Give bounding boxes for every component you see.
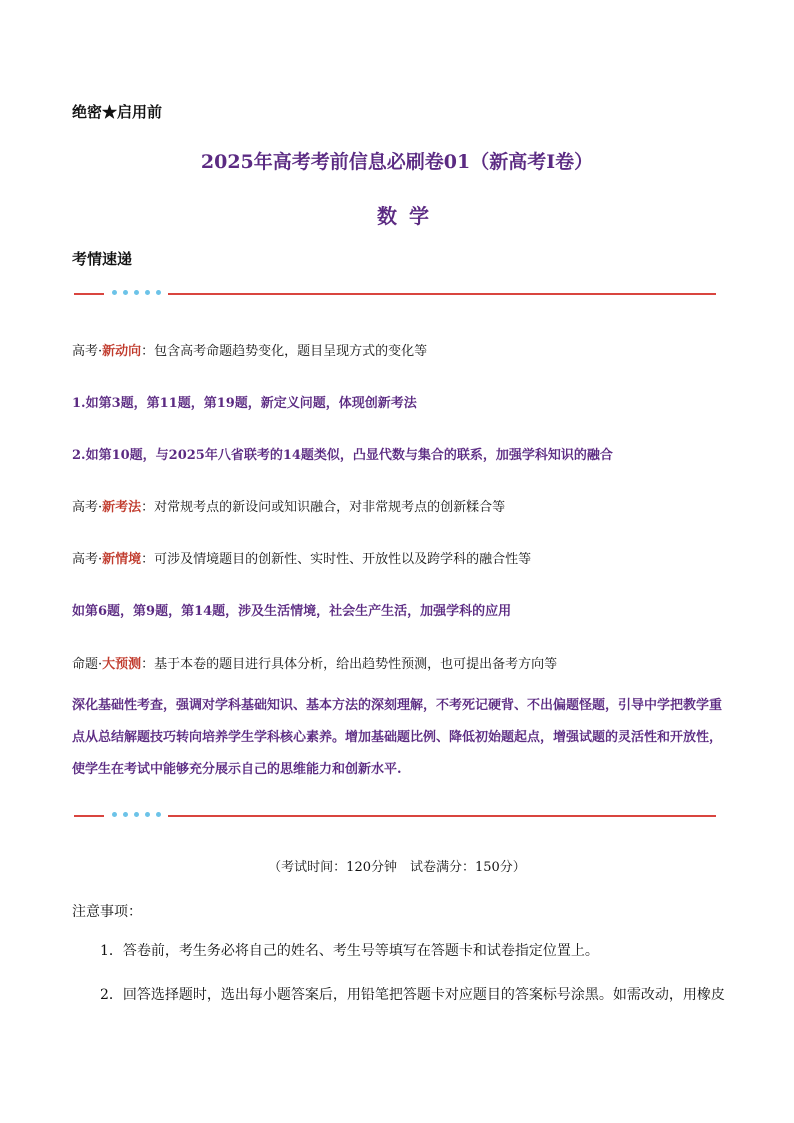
example-row-1: 1.如第3题，第11题，第19题，新定义问题，体现创新考法 [72,396,417,411]
prediction-paragraph: 深化基础性考查，强调对学科基础知识、基本方法的深刻理解，不考死记硬背、不出偏题怪题，引导中学把教学重点从总结解题技巧转向培养学生学科核心素养。增加基础题比例、降低初始题起点，增强试题的灵活性和开放性，使学生在考试中能够充分展示自己的思维能力和创新水平. [72,698,723,777]
example-row-2: 2.如第10题，与2025年八省联考的14题类似，凸显代数与集合的联系，加强学科知识的融合 [72,448,613,463]
note-item-2: 2．回答选择题时，选出每小题答案后，用铅笔把答题卡对应题目的答案标号涂黑。如需改动，用橡皮 [100,987,725,1003]
example-row-3: 如第6题，第9题，第14题，涉及生活情境，社会生产生活，加强学科的应用 [72,604,512,619]
confidential-label: 绝密★启用前 [72,103,163,121]
page-title: 2025年高考考前信息必刷卷01（新高考Ⅰ卷） [200,151,594,173]
note-item-1: 1．答卷前，考生务必将自己的姓名、考生号等填写在答题卡和试卷指定位置上。 [100,943,599,959]
notes-heading: 注意事项： [72,904,142,920]
trend-row-prediction: 命题·大预测：基于本卷的题目进行具体分析，给出趋势性预测，也可提出备考方向等 [72,657,558,672]
trend-row-new-direction: 高考·新动向：包含高考命题趋势变化，题目呈现方式的变化等 [72,344,428,359]
trend-row-new-method: 高考·新考法：对常规考点的新设问或知识融合，对非常规考点的创新糅合等 [72,500,506,515]
tag-prediction: 大预测 [102,657,142,672]
tag-new-method: 新考法 [102,500,142,515]
trend-row-new-context: 高考·新情境：可涉及情境题目的创新性、实时性、开放性以及跨学科的融合性等 [72,552,532,567]
tag-new-context: 新情境 [102,552,142,567]
tag-new-direction: 新动向 [102,344,142,359]
exam-time-info: （考试时间：120分钟 试卷满分：150分） [268,860,526,875]
subject-title: 数学 [377,204,441,228]
section-heading: 考情速递 [72,250,133,268]
divider-top [74,289,716,299]
divider-bottom [74,811,716,821]
